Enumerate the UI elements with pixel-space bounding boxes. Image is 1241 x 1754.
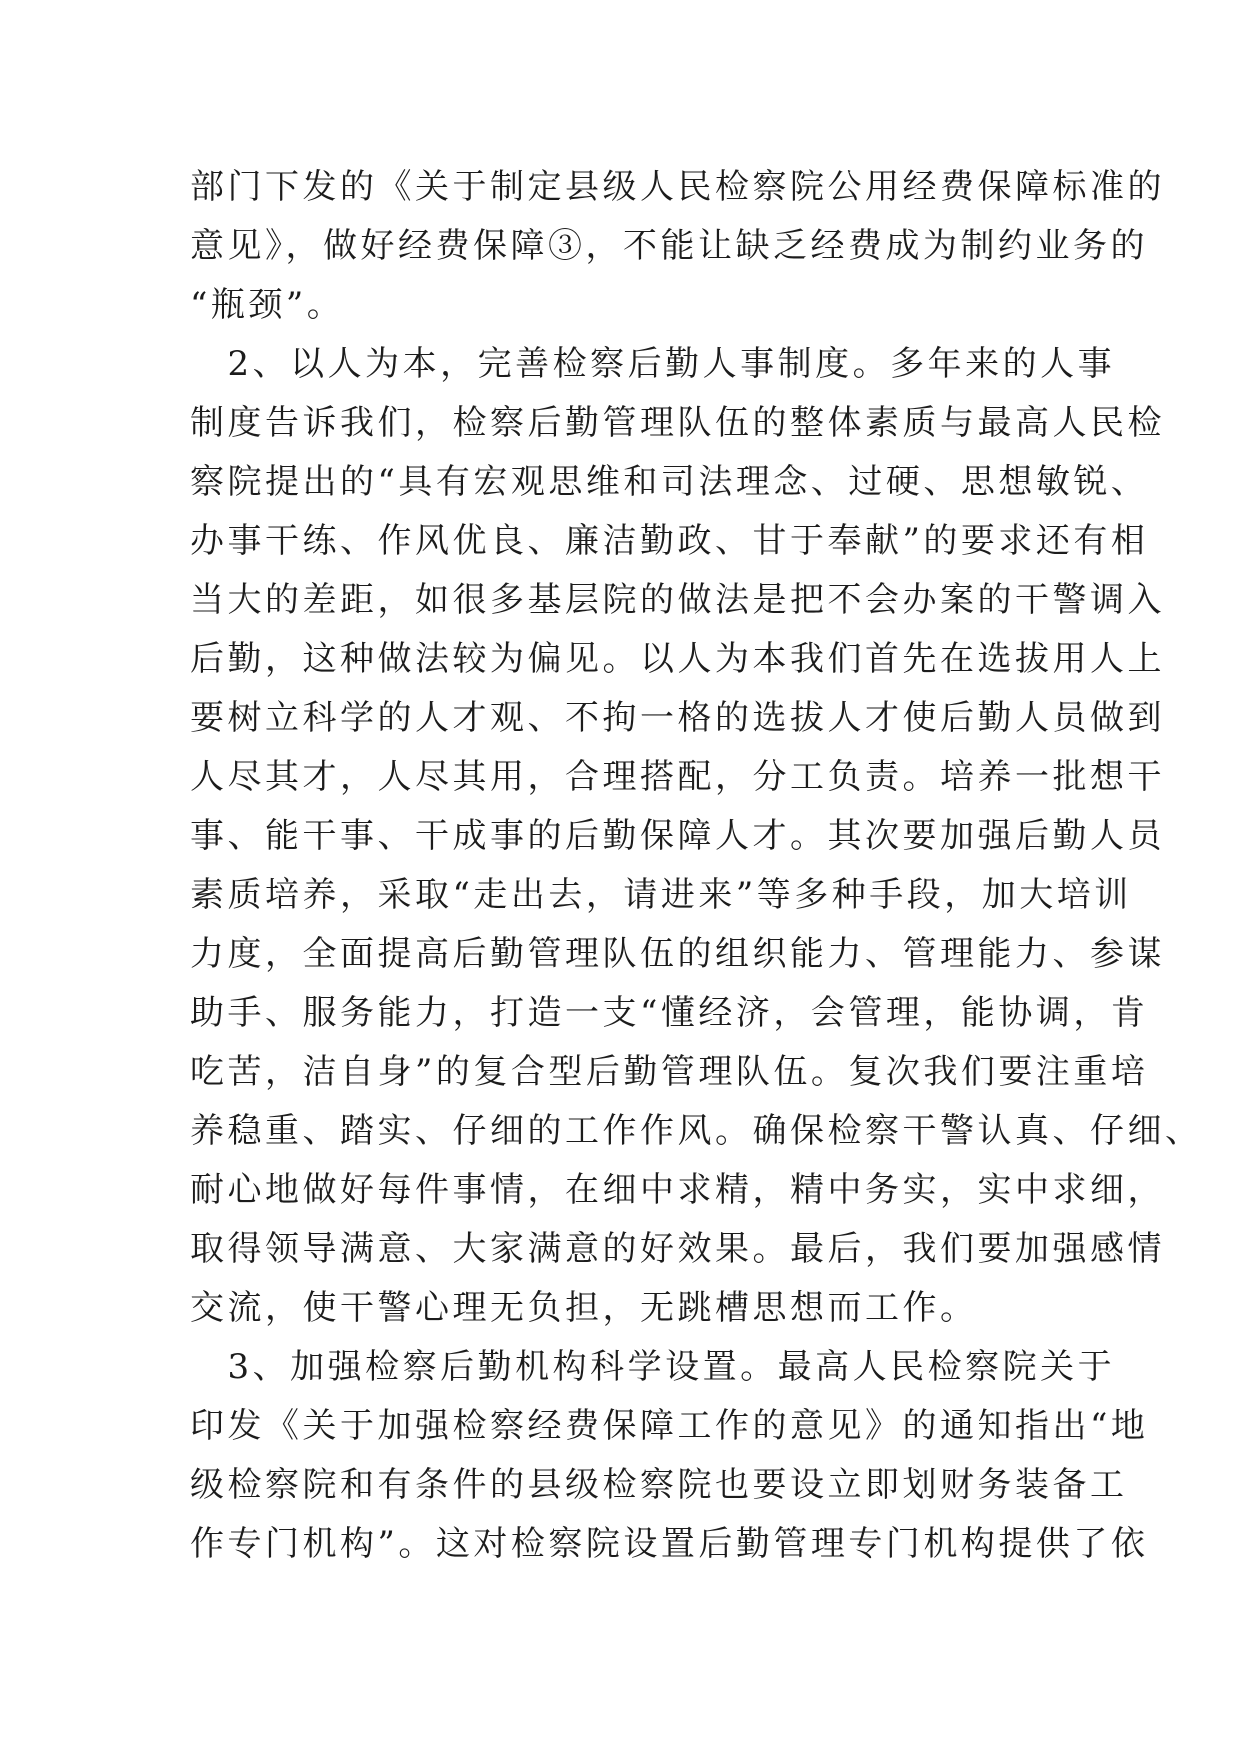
text-line: 后勤，这种做法较为偏见。以人为本我们首先在选拔用人上 — [190, 639, 1165, 679]
text-line: 当大的差距，如很多基层院的做法是把不会办案的干警调入 — [190, 580, 1165, 620]
text-line: 作专门机构”。这对检察院设置后勤管理专门机构提供了依 — [190, 1524, 1149, 1564]
body-text — [190, 158, 1203, 1574]
text-line: 意见》，做好经费保障③，不能让缺乏经费成为制约业务的 — [190, 226, 1148, 266]
text-line: 级检察院和有条件的县级检察院也要设立即划财务装备工 — [190, 1465, 1128, 1505]
text-line: 事、能干事、干成事的后勤保障人才。其次要加强后勤人员 — [190, 816, 1165, 856]
text-line: “瓶颈”。 — [190, 285, 345, 325]
text-line: 人尽其才，人尽其用，合理搭配，分工负责。培养一批想干 — [190, 757, 1165, 797]
text-line: 耐心地做好每件事情，在细中求精，精中务实，实中求细， — [190, 1170, 1165, 1210]
text-line: 要树立科学的人才观、不拘一格的选拔人才使后勤人员做到 — [190, 698, 1165, 738]
text-line: 交流，使干警心理无负担，无跳槽思想而工作。 — [190, 1288, 978, 1328]
text-line: 办事干练、作风优良、廉洁勤政、甘于奉献”的要求还有相 — [190, 521, 1149, 561]
text-line: 部门下发的《关于制定县级人民检察院公用经费保障标准的 — [190, 167, 1165, 207]
text-line: 2、以人为本，完善检察后勤人事制度。多年来的人事 — [190, 344, 1116, 384]
text-line: 3、加强检察后勤机构科学设置。最高人民检察院关于 — [190, 1347, 1116, 1387]
text-line: 力度，全面提高后勤管理队伍的组织能力、管理能力、参谋 — [190, 934, 1165, 974]
text-line: 制度告诉我们，检察后勤管理队伍的整体素质与最高人民检 — [190, 403, 1165, 443]
text-line: 印发《关于加强检察经费保障工作的意见》的通知指出“地 — [190, 1406, 1149, 1446]
text-line: 助手、服务能力，打造一支“懂经济，会管理，能协调，肯 — [190, 993, 1149, 1033]
text-line: 吃苦，洁自身”的复合型后勤管理队伍。复次我们要注重培 — [190, 1052, 1149, 1092]
text-line: 察院提出的“具有宏观思维和司法理念、过硬、思想敏锐、 — [190, 462, 1149, 502]
text-line: 取得领导满意、大家满意的好效果。最后，我们要加强感情 — [190, 1229, 1165, 1269]
text-line: 养稳重、踏实、仔细的工作作风。确保检察干警认真、仔细、 — [190, 1111, 1203, 1151]
text-line: 素质培养，采取“走出去，请进来”等多种手段，加大培训 — [190, 875, 1132, 915]
